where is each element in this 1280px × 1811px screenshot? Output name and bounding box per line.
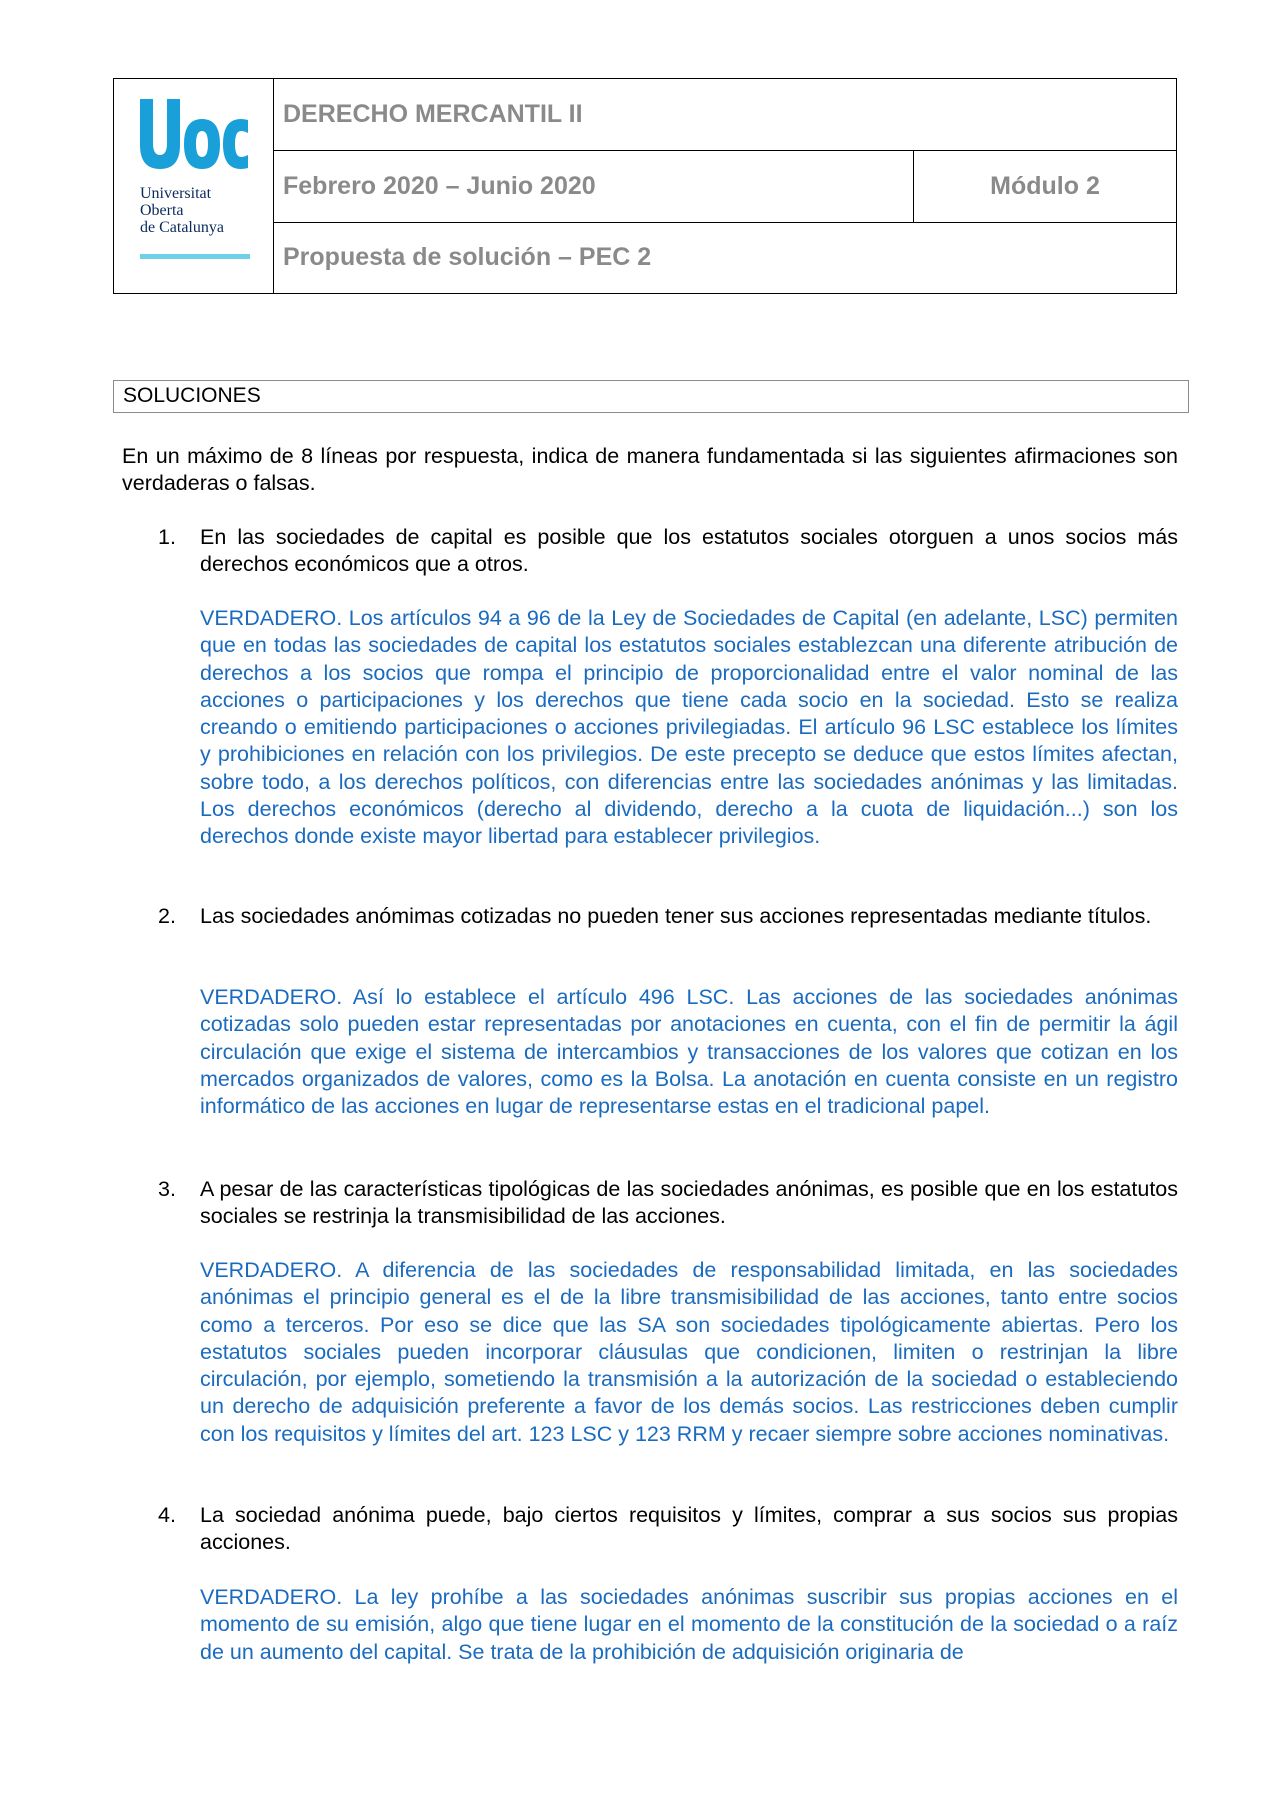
logo-wordmark <box>140 185 224 236</box>
question-number: 3. <box>158 1177 176 1201</box>
answer-text: VERDADERO. A diferencia de las sociedades de responsabilidad limitada, en las sociedades anónimas el principio general es el de la libre transmisibilidad de las acciones, tanto entre socios como a terceros. Por eso se dice que las SA son sociedades tipológicamente abiertas. Pero los estatutos sociales pueden incorporar cláusulas que condicionen, limiten o restrinjan la libre circulación, por ejemplo, sometiendo la transmisión a la autorización de la sociedad o estableciendo un derecho de adquisición preferente a favor de los demás socios. Las restricciones deben cumplir con los requisitos y límites del art. 123 LSC y 123 RRM y recaer siempre sobre acciones nominativas. <box>200 1258 1178 1446</box>
period-cell <box>274 151 914 221</box>
uoc-logo <box>140 99 248 171</box>
question-text: En las sociedades de capital es posible que los estatutos sociales otorguen a unos socios más derechos económicos que a otros. <box>200 525 1178 576</box>
module-text: Módulo 2 <box>990 172 1100 200</box>
answer-text: VERDADERO. Los artículos 94 a 96 de la Ley de Sociedades de Capital (en adelante, LSC) permiten que en todas las sociedades de capital los estatutos sociales establezcan una diferente atribución de derechos a los socios que rompa el principio de proporcionalidad entre el valor nominal de las acciones o participaciones y los derechos que tiene cada socio en la sociedad. Esto se realiza creando o emitiendo participaciones o acciones privilegiadas. El artículo 96 LSC establece los límites y prohibiciones en relación con los privilegios. De este precepto se deduce que estos límites afectan, sobre todo, a los derechos políticos, con diferencias entre las sociedades anónimas y las limitadas. Los derechos económicos (derecho al dividendo, derecho a la cuota de liquidación...) son los derechos donde existe mayor libertad para establecer privilegios. <box>200 606 1178 849</box>
period-text: Febrero 2020 – Junio 2020 <box>283 172 596 200</box>
course-title: DERECHO MERCANTIL II <box>283 100 583 129</box>
header-info <box>274 79 1176 293</box>
period-row <box>274 150 1176 221</box>
question-number: 1. <box>158 525 176 549</box>
answer-text: VERDADERO. Así lo establece el artículo 496 LSC. Las acciones de las sociedades anónimas cotizadas solo pueden estar representadas por anotaciones en cuenta, con el fin de permitir la ágil circulación que exige el sistema de intercambios y transacciones de los valores que cotizan en los mercados organizados de valores, como es la Bolsa. La anotación en cuenta consiste en un registro informático de las acciones en lugar de representarse estas en el tradicional papel. <box>200 985 1178 1119</box>
question-number: 4. <box>158 1503 176 1527</box>
question-text: A pesar de las características tipológicas de las sociedades anónimas, es posible que en los estatutos sociales se restrinja la transmisibilidad de las acciones. <box>200 1177 1178 1228</box>
question-text: Las sociedades anómimas cotizadas no pueden tener sus acciones representadas mediante títulos. <box>200 904 1152 928</box>
document-subtitle: Propuesta de solución – PEC 2 <box>283 243 652 272</box>
logo-line-1: Universitat <box>140 185 212 202</box>
subtitle-row <box>274 222 1176 293</box>
question-text: La sociedad anónima puede, bajo ciertos requisitos y límites, comprar a sus socios sus propias acciones. <box>200 1503 1178 1554</box>
course-row <box>274 79 1176 150</box>
logo-underline <box>140 254 250 259</box>
section-title: SOLUCIONES <box>113 380 1189 413</box>
answer-text: VERDADERO. La ley prohíbe a las sociedades anónimas suscribir sus propias acciones en el momento de su emisión, algo que tiene lugar en el momento de la constitución de la sociedad o a raíz de un aumento del capital. Se trata de la prohibición de adquisición originaria de <box>200 1585 1178 1664</box>
intro-paragraph: En un máximo de 8 líneas por respuesta, indica de manera fundamentada si las siguientes afirmaciones son verdaderas o falsas. <box>122 444 1178 495</box>
header-table <box>113 78 1177 294</box>
question-number: 2. <box>158 904 176 928</box>
logo-line-3: de Catalunya <box>140 219 224 236</box>
logo-cell <box>114 79 274 293</box>
logo-line-2: Oberta <box>140 202 184 219</box>
module-cell <box>914 151 1176 221</box>
